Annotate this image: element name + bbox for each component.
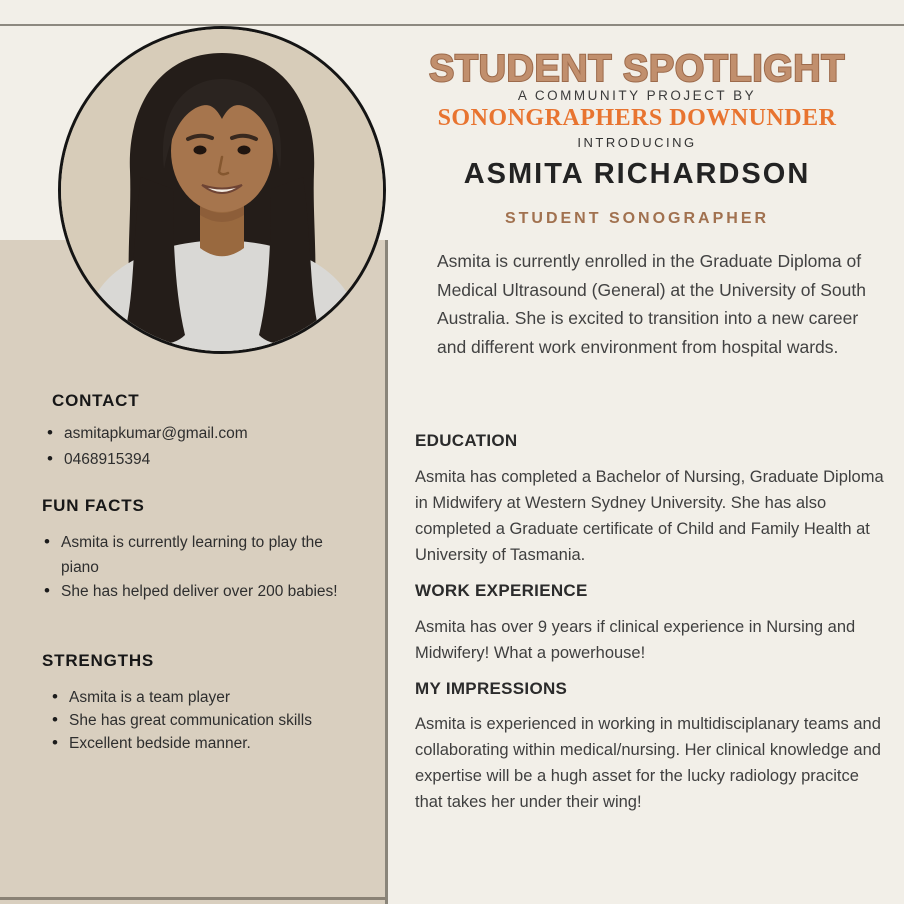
section-body-work-experience: Asmita has over 9 years if clinical experience in Nursing and Midwifery! What a powerhouse! xyxy=(415,618,856,662)
contact-heading: CONTACT xyxy=(52,391,140,410)
community-project-label: A COMMUNITY PROJECT BY xyxy=(517,88,757,103)
portrait-left-eye xyxy=(194,146,207,155)
fun-facts-heading: FUN FACTS xyxy=(42,496,145,515)
contact-email: • asmitapkumar@gmail.com xyxy=(47,421,357,447)
contact-list xyxy=(47,421,357,473)
contact-phone: • 0468915394 xyxy=(47,447,357,473)
section-my-impressions xyxy=(415,679,887,815)
portrait-illustration xyxy=(61,29,383,351)
section-heading-work-experience: WORK EXPERIENCE xyxy=(415,581,588,600)
section-work-experience xyxy=(415,581,887,666)
student-name: ASMITA RICHARDSON xyxy=(463,158,811,190)
fun-fact-item: • Asmita is currently learning to play the piano xyxy=(44,531,358,580)
intro-paragraph: Asmita is currently enrolled in the Graduate Diploma of Medical Ultrasound (General) at the University of South Australia. She is excited to transition into a new career and different work environment from hospital wards. xyxy=(437,251,866,357)
section-body-education: Asmita has completed a Bachelor of Nursing, Graduate Diploma in Midwifery at Western Sydney University. She has also completed a Graduate certificate of Child and Family Health at University of Tasmania. xyxy=(415,468,884,564)
strength-item: • Asmita is a team player xyxy=(52,686,372,709)
profile-photo xyxy=(58,26,386,354)
top-divider-line xyxy=(0,24,904,26)
panel-right-edge-line xyxy=(385,240,388,904)
strength-item: • She has great communication skills xyxy=(52,709,372,732)
role-label: STUDENT SONOGRAPHER xyxy=(504,210,770,227)
strength-item: • Excellent bedside manner. xyxy=(52,732,372,755)
section-heading-education: EDUCATION xyxy=(415,431,518,450)
section-heading-my-impressions: MY IMPRESSIONS xyxy=(415,679,568,698)
section-body-my-impressions: Asmita is experienced in working in multidisciplanary teams and collaborating within medical/nursing. Her clinical knowledge and expertise will be a hugh asset for the lucky radiology pracitce that takes her under their wing! xyxy=(415,715,881,811)
page-title: STUDENT SPOTLIGHT xyxy=(429,48,845,90)
fun-facts-list xyxy=(44,531,358,605)
section-education xyxy=(415,431,887,568)
strengths-list xyxy=(52,686,372,755)
portrait-right-eye xyxy=(238,146,251,155)
introducing-label: INTRODUCING xyxy=(577,135,697,150)
org-name: SONONGRAPHERS DOWNUNDER xyxy=(437,105,837,131)
panel-bottom-edge-line xyxy=(0,897,386,900)
fun-fact-item: • She has helped deliver over 200 babies! xyxy=(44,580,358,605)
strengths-heading: STRENGTHS xyxy=(42,651,155,670)
